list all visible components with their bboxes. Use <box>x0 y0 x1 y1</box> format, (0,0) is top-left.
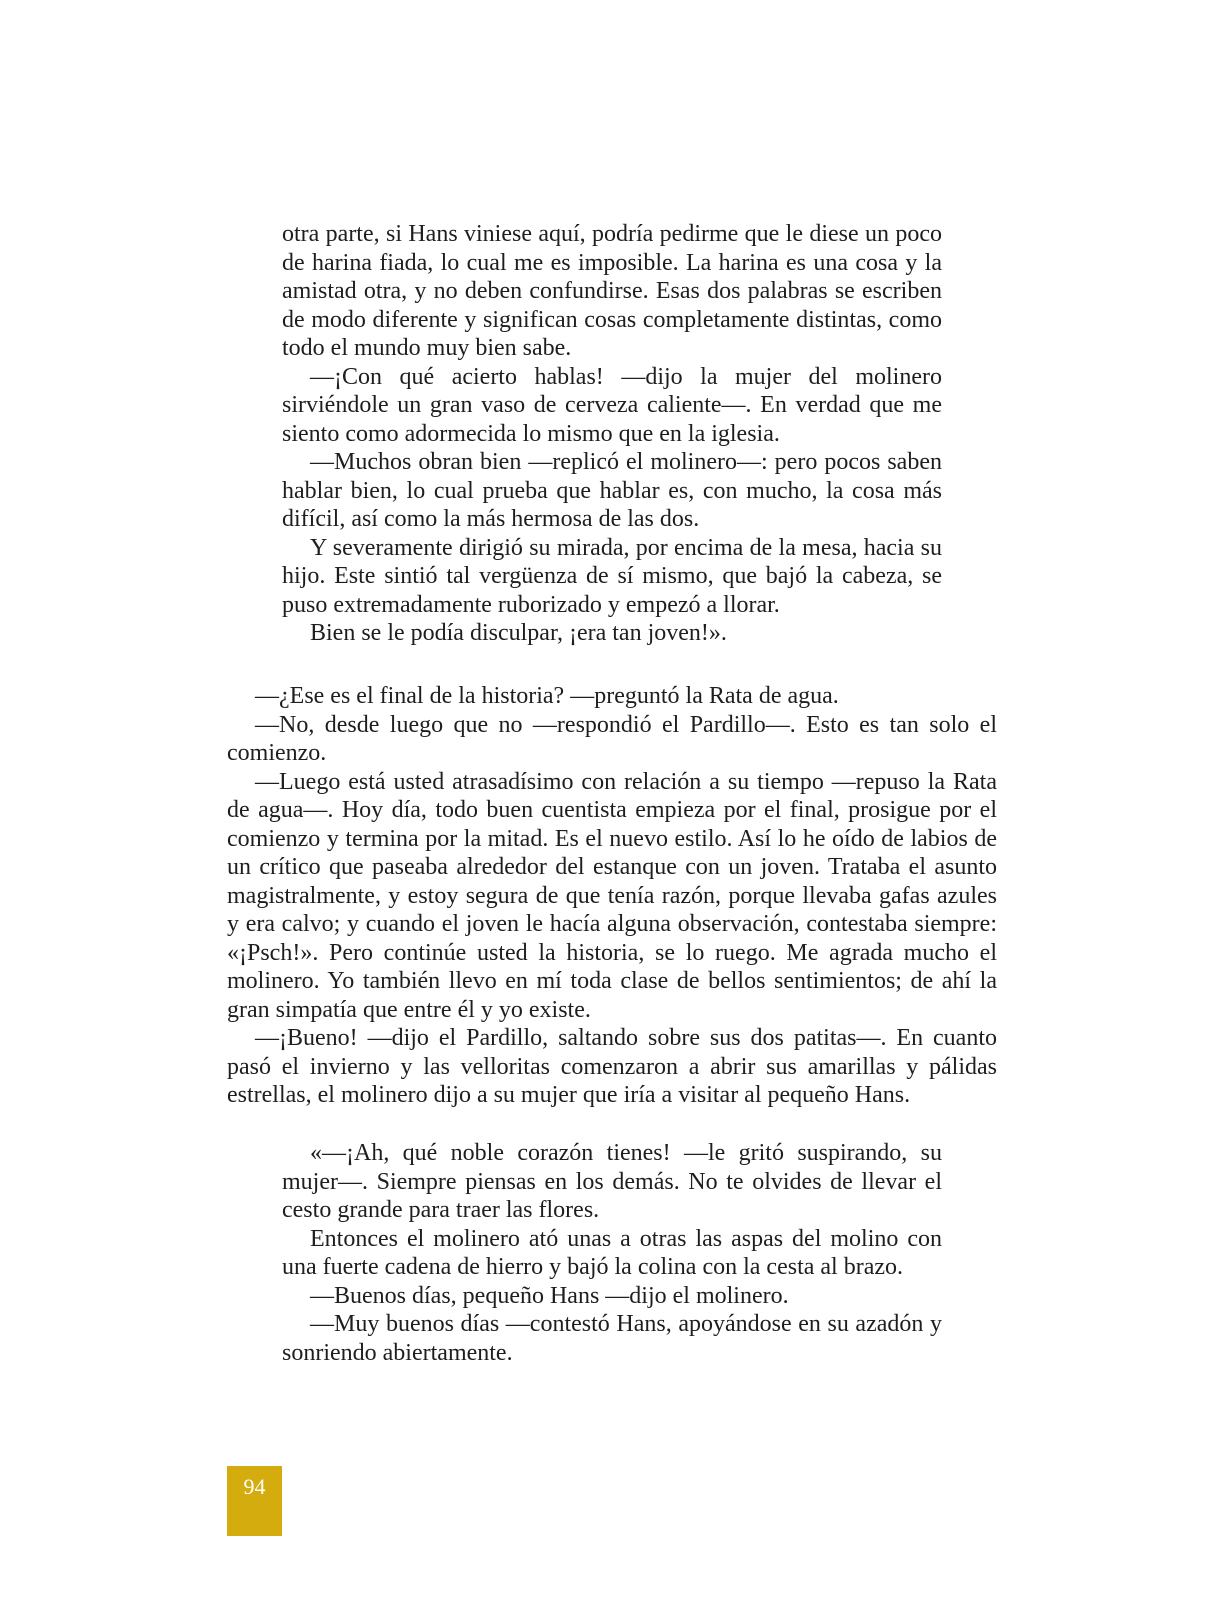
paragraph: —Buenos días, pequeño Hans —dijo el molinero. <box>310 1282 789 1309</box>
paragraph: —¿Ese es el final de la historia? —preguntó la Rata de agua. <box>255 683 839 709</box>
text-block-dialogue <box>227 682 997 1110</box>
paragraph: Bien se le podía disculpar, ¡era tan joven!». <box>310 620 727 646</box>
paragraph: —Luego está usted atrasadísimo con relación a su tiempo —repuso la Rata de agua—. Hoy día, todo buen cuentista empieza por el final, prosigue por el comienzo y termina por la mitad. Es el nuevo estilo. Así lo he oído de labios de un crítico que paseaba alrededor del estanque con un joven. Trataba el asunto magistralmente, y estoy segura de que tenía razón, porque llevaba gafas azules y era calvo; y cuando el joven le hacía alguna observación, contestaba siempre: «¡Psch!». Pero continúe usted la historia, se lo ruego. Me agrada mucho el molinero. Yo también llevo en mí toda clase de bellos sentimientos; de ahí la gran simpatía que entre él y yo existe. <box>227 768 997 1023</box>
paragraph: —¡Bueno! —dijo el Pardillo, saltando sobre sus dos patitas—. En cuanto pasó el invierno y las velloritas comenzaron a abrir sus amarillas y pálidas estrellas, el molinero dijo a su mujer que iría a visitar al pequeño Hans. <box>227 1025 997 1108</box>
paragraph: —Muy buenos días —contestó Hans, apoyándose en su azadón y sonriendo abiertamente. <box>282 1311 942 1366</box>
paragraph: —¡Con qué acierto hablas! —dijo la mujer del molinero sirviéndole un gran vaso de cerveza caliente—. En verdad que me siento como adormecida lo mismo que en la iglesia. <box>282 363 942 447</box>
paragraph: «—¡Ah, qué noble corazón tienes! —le gritó suspirando, su mujer—. Siempre piensas en los demás. No te olvides de llevar el cesto grande para traer las flores. <box>282 1140 942 1223</box>
page-number: 94 <box>243 1474 266 1499</box>
paragraph: —No, desde luego que no —respondió el Pardillo—. Esto es tan solo el comienzo. <box>227 711 997 766</box>
paragraph: —Muchos obran bien —replicó el molinero—: pero pocos saben hablar bien, lo cual prueba que hablar es, con mucho, la cosa más difícil, así como la más hermosa de las dos. <box>282 449 942 532</box>
paragraph: otra parte, si Hans viniese aquí, podría pedirme que le diese un poco de harina fiada, lo cual me es imposible. La harina es una cosa y la amistad otra, y no deben confundirse. Esas dos palabras se escriben de modo diferente y significan cosas completamente distintas, como todo el mundo muy bien sabe. <box>282 221 942 361</box>
text-block-story <box>282 1139 942 1367</box>
text-block-continuation <box>282 220 942 648</box>
paragraph: Y severamente dirigió su mirada, por encima de la mesa, hacia su hijo. Este sintió tal vergüenza de sí mismo, que bajó la cabeza, se puso extremadamente ruborizado y empezó a llorar. <box>282 534 942 618</box>
paragraph: Entonces el molinero ató unas a otras las aspas del molino con una fuerte cadena de hierro y bajó la colina con la cesta al brazo. <box>282 1225 942 1280</box>
page-number-box <box>227 1466 282 1536</box>
